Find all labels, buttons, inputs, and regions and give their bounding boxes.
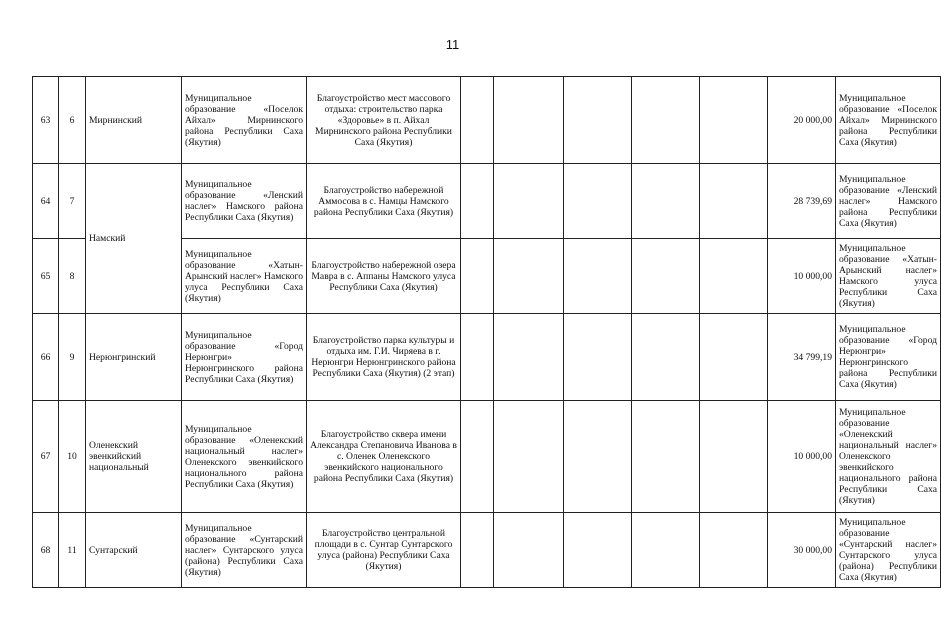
table-row xyxy=(33,164,941,239)
district-cell: Оленекский эвенкийский национальный xyxy=(86,401,182,513)
municipality-cell: Муниципальное образование «Ленский наслег» Намского района Республики Саха (Якутия) xyxy=(182,164,307,239)
empty-cell xyxy=(700,164,768,239)
empty-cell xyxy=(494,77,564,164)
empty-cell xyxy=(632,239,700,314)
amount-cell: 10 000,00 xyxy=(768,401,836,513)
object-cell: Благоустройство набережной Аммосова в с. Намцы Намского района Республики Саха (Якутия) xyxy=(307,164,461,239)
amount-cell: 28 739,69 xyxy=(768,164,836,239)
empty-cell xyxy=(564,239,632,314)
empty-cell xyxy=(564,164,632,239)
empty-cell xyxy=(564,314,632,401)
empty-cell xyxy=(700,401,768,513)
row-subnumber: 9 xyxy=(59,314,86,401)
empty-cell xyxy=(461,239,494,314)
row-subnumber: 11 xyxy=(59,513,86,588)
municipality-cell: Муниципальное образование «Оленекский национальный наслег» Оленекского эвенкийского национального района Республики Саха (Якутия) xyxy=(182,401,307,513)
row-number: 68 xyxy=(33,513,59,588)
empty-cell xyxy=(700,513,768,588)
empty-cell xyxy=(494,401,564,513)
municipality-cell: Муниципальное образование «Хатын-Арынский наслег» Намского улуса Республики Саха (Якутия) xyxy=(182,239,307,314)
empty-cell xyxy=(461,314,494,401)
empty-cell xyxy=(461,513,494,588)
amount-cell: 30 000,00 xyxy=(768,513,836,588)
empty-cell xyxy=(461,77,494,164)
row-subnumber: 8 xyxy=(59,239,86,314)
row-number: 67 xyxy=(33,401,59,513)
district-cell: Нерюнгринский xyxy=(86,314,182,401)
row-number: 64 xyxy=(33,164,59,239)
object-cell: Благоустройство сквера имени Александра Степановича Иванова в с. Оленек Оленекского эвенкийского национального района Республики Саха (Якутия) xyxy=(307,401,461,513)
row-number: 65 xyxy=(33,239,59,314)
empty-cell xyxy=(564,401,632,513)
object-cell: Благоустройство мест массового отдыха: строительство парка «Здоровье» в п. Айхал Мирнинского района Республики Саха (Якутия) xyxy=(307,77,461,164)
table-row xyxy=(33,513,941,588)
recipient-cell: Муниципальное образование «Хатын-Арынский наслег» Намского улуса Республики Саха (Якутия) xyxy=(836,239,941,314)
empty-cell xyxy=(632,513,700,588)
empty-cell xyxy=(700,77,768,164)
empty-cell xyxy=(700,239,768,314)
object-cell: Благоустройство набережной озера Мавра в с. Аппаны Намского улуса Республики Саха (Якутия) xyxy=(307,239,461,314)
empty-cell xyxy=(494,314,564,401)
table-row xyxy=(33,314,941,401)
row-subnumber: 10 xyxy=(59,401,86,513)
empty-cell xyxy=(632,77,700,164)
empty-cell xyxy=(494,513,564,588)
recipient-cell: Муниципальное образование «Сунтарский наслег» Сунтарского улуса (района) Республики Саха (Якутия) xyxy=(836,513,941,588)
table-row xyxy=(33,77,941,164)
amount-cell: 34 799,19 xyxy=(768,314,836,401)
row-number: 66 xyxy=(33,314,59,401)
district-cell: Сунтарский xyxy=(86,513,182,588)
object-cell: Благоустройство центральной площади в с. Сунтар Сунтарского улуса (района) Республики Саха (Якутия) xyxy=(307,513,461,588)
empty-cell xyxy=(461,164,494,239)
empty-cell xyxy=(564,513,632,588)
municipality-cell: Муниципальное образование «Город Нерюнгри» Нерюнгринского района Республики Саха (Якутия) xyxy=(182,314,307,401)
recipient-cell: Муниципальное образование «Город Нерюнгри» Нерюнгринского района Республики Саха (Якутия) xyxy=(836,314,941,401)
object-cell: Благоустройство парка культуры и отдыха им. Г.И. Чиряева в г. Нерюнгри Нерюнгринского района Республики Саха (Якутия) (2 этап) xyxy=(307,314,461,401)
empty-cell xyxy=(494,239,564,314)
row-subnumber: 6 xyxy=(59,77,86,164)
empty-cell xyxy=(632,314,700,401)
row-subnumber: 7 xyxy=(59,164,86,239)
recipient-cell: Муниципальное образование «Оленекский национальный наслег» Оленекского эвенкийского национального района Республики Саха (Якутия) xyxy=(836,401,941,513)
subsidy-table xyxy=(32,76,941,588)
row-number: 63 xyxy=(33,77,59,164)
amount-cell: 10 000,00 xyxy=(768,239,836,314)
amount-cell: 20 000,00 xyxy=(768,77,836,164)
recipient-cell: Муниципальное образование «Поселок Айхал» Мирнинского района Республики Саха (Якутия) xyxy=(836,77,941,164)
municipality-cell: Муниципальное образование «Поселок Айхал» Мирнинского района Республики Саха (Якутия) xyxy=(182,77,307,164)
empty-cell xyxy=(461,401,494,513)
page-number: 11 xyxy=(445,37,460,52)
municipality-cell: Муниципальное образование «Сунтарский наслег» Сунтарского улуса (района) Республики Саха (Якутия) xyxy=(182,513,307,588)
table-row xyxy=(33,401,941,513)
empty-cell xyxy=(564,77,632,164)
empty-cell xyxy=(494,164,564,239)
district-cell: Намский xyxy=(86,164,182,314)
empty-cell xyxy=(632,401,700,513)
empty-cell xyxy=(632,164,700,239)
district-cell: Мирнинский xyxy=(86,77,182,164)
recipient-cell: Муниципальное образование «Ленский наслег» Намского района Республики Саха (Якутия) xyxy=(836,164,941,239)
empty-cell xyxy=(700,314,768,401)
